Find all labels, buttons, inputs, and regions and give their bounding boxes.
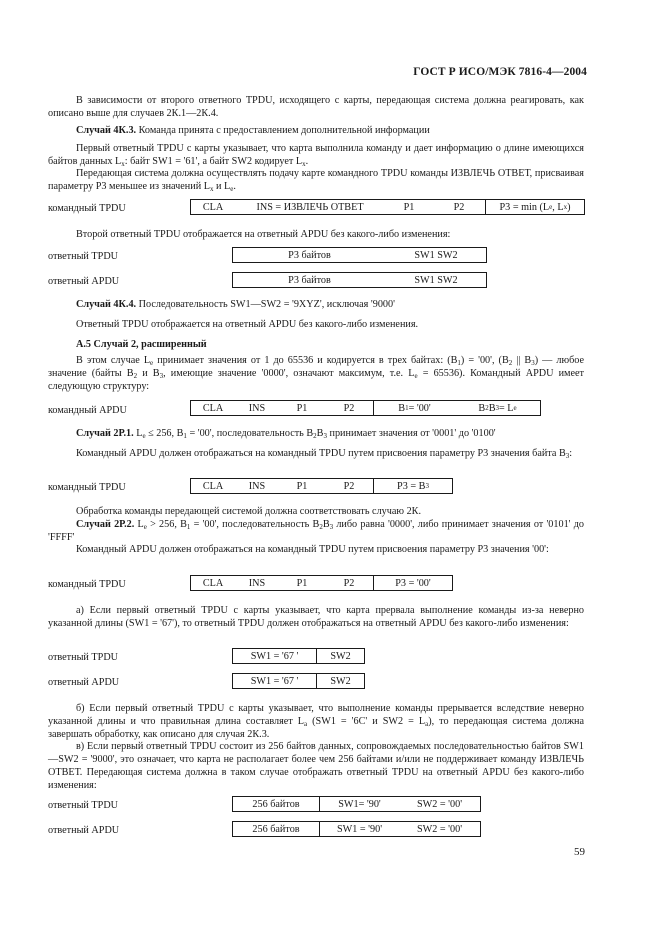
table2-label-tpdu: ответный TPDU	[48, 251, 119, 262]
text-run: ) = '00', (B	[460, 355, 509, 366]
paragraph-get-response	[48, 167, 584, 193]
paragraph-2p1-processing: Обработка команды передающей системой должна соответствовать случаю 2К.	[76, 506, 421, 517]
subscript: e	[414, 372, 418, 380]
paragraph-4k4: Ответный TPDU отображается на ответный APDU без какого-либо изменения.	[76, 319, 419, 330]
text-run: = L	[498, 402, 514, 414]
case-4k4-heading	[48, 298, 584, 311]
subscript: 2	[313, 432, 317, 440]
table2-label-apdu: ответный APDU	[48, 276, 120, 287]
subscript: 2	[508, 359, 513, 367]
text-run: = '00'	[408, 402, 431, 414]
table4-label: командный TPDU	[48, 482, 126, 493]
text-run: = 65536). Командный APDU имеет следующую структуру:	[48, 368, 584, 392]
text-run: Первый ответный TPDU с карты указывает, что карта выполнила команду и дает информацию о длине имеющихся байтов данных L	[48, 143, 584, 167]
subscript: e	[150, 359, 154, 367]
text-run: > 256, B	[146, 519, 187, 530]
data-cell: Р3 байтов	[288, 249, 331, 261]
text-run: и L	[213, 181, 231, 192]
text-run: L	[134, 519, 144, 530]
ins-cell: INS	[248, 577, 266, 589]
text-run: P3 = min (L	[499, 201, 550, 213]
ins-cell: INS	[248, 480, 266, 492]
table1-label: командный TPDU	[48, 203, 126, 214]
paragraph-first-response	[48, 142, 584, 168]
case-2p2-title: Случай 2Р.2.	[76, 519, 135, 530]
text-run: б) Если первый ответный TPDU с карты указывает, что выполнение команды прерывается вследствие неверно указанной длины и что правильная длина составляет L	[48, 703, 584, 727]
paragraph-2p1-mapping	[48, 447, 584, 460]
subscript: x	[302, 160, 306, 168]
text-run: принимает значения от 1 до 65536 и кодируется в трех байтах: (B	[153, 355, 458, 366]
text-run: , L	[552, 201, 564, 213]
paragraph-case-b	[48, 702, 584, 741]
subscript: e	[143, 523, 147, 531]
cla-cell: CLA	[202, 480, 224, 492]
sw-cell: SW1 SW2	[414, 249, 458, 261]
cla-cell: CLA	[202, 577, 224, 589]
subscript: 3	[323, 432, 327, 440]
data-cell: Р3 байтов	[288, 274, 331, 286]
table6-label-tpdu: ответный TPDU	[48, 652, 119, 663]
subscript: 3	[531, 359, 535, 367]
subscript: 2	[319, 523, 323, 531]
text-run: ≤ 256, B	[145, 428, 184, 439]
text-run: .	[233, 181, 236, 192]
text-run: Командный APDU должен отображаться на командный TPDU путем присвоения параметру Р3 значения байта B	[76, 448, 566, 459]
text-run: )	[567, 201, 571, 213]
sw1-cell: SW1= '90'	[319, 797, 399, 811]
subscript: 2	[133, 372, 138, 380]
text-run: и B	[137, 368, 160, 379]
text-run: либо равна '0000', либо принимает значения от '0101' до 'FFFF'	[48, 519, 584, 543]
p3-cell: P3 = B 3	[373, 479, 452, 493]
response-tpdu-table-a	[232, 648, 365, 664]
p3-cell: P3 = '00'	[373, 576, 452, 590]
text-run: || B	[512, 355, 532, 366]
case-4k3-heading	[48, 124, 584, 137]
command-apdu-table	[190, 400, 541, 416]
data-cell: 256 байтов	[252, 798, 300, 810]
sw1-cell: SW1 = '67 '	[250, 675, 299, 687]
paragraph-2p2-mapping: Командный APDU должен отображаться на командный TPDU путем присвоения параметру Р3 значения '00':	[76, 544, 549, 555]
ins-cell: INS	[248, 402, 266, 414]
sw2-cell: SW2 = '00'	[416, 823, 463, 835]
text-run: B	[398, 402, 406, 414]
data-cell: 256 байтов	[252, 823, 300, 835]
p2-cell: P2	[343, 480, 355, 492]
sw-cell: SW1 SW2	[414, 274, 458, 286]
text-run: B	[316, 428, 324, 439]
cla-cell: CLA	[202, 201, 224, 213]
response-tpdu-table-c	[232, 796, 481, 812]
subscript: e	[230, 185, 234, 193]
text-run: Передающая система должна осуществлять подачу карте командного TPDU команды ИЗВЛЕЧЬ ОТВЕТ, присваивая параметру Р3 меньшее из значений L	[48, 168, 584, 192]
table5-label: командный TPDU	[48, 579, 126, 590]
b2b3-cell: B 2 B 3 = L e	[478, 402, 517, 414]
case-2p1-title: Случай 2Р.1.	[76, 428, 134, 439]
paragraph-case-a: а) Если первый ответный TPDU с карты указывает, что карта прервала выполнение команды из-за неверно указанной длины (SW1 = '67'), то ответный TPDU должен отображаться на ответный APDU без какого-либо изменения:	[48, 605, 584, 629]
text-run: принимает значения от '0001' до '0100'	[326, 428, 496, 439]
text-run: = '00', последовательность B	[190, 519, 320, 530]
text-run: : байт SW1 = '61', а байт SW2 кодирует L	[124, 156, 303, 167]
text-run: P3 = B	[397, 480, 426, 492]
cla-cell: CLA	[202, 402, 224, 414]
sw2-cell: SW2 = '00'	[416, 798, 463, 810]
b1-cell: B 1 = '00'	[373, 401, 455, 415]
table6-label-apdu: ответный APDU	[48, 677, 120, 688]
command-tpdu-table	[190, 199, 585, 215]
case-2p2-heading	[48, 518, 584, 544]
text-run: (SW1 = '6C' и SW2 = L	[307, 716, 426, 727]
sw2-cell: SW2	[316, 649, 364, 663]
paragraph-second-response: Второй ответный TPDU отображается на ответный APDU без какого-либо изменения:	[76, 229, 451, 240]
document-header: ГОСТ Р ИСО/МЭК 7816-4—2004	[413, 66, 587, 78]
section-a5-heading: А.5 Случай 2, расширенный	[76, 339, 207, 350]
subscript: 3	[159, 372, 164, 380]
p2-cell: P2	[343, 402, 355, 414]
response-apdu-table	[232, 272, 487, 288]
p2-cell: P2	[343, 577, 355, 589]
p1-cell: P1	[296, 402, 308, 414]
text-run: .	[305, 156, 309, 167]
text-run: , имеющие значение '0000', означают максимум, т.е. L	[163, 368, 415, 379]
response-apdu-table-a	[232, 673, 365, 689]
subscript: 1	[183, 432, 187, 440]
subscript: e	[142, 432, 146, 440]
text-run: B	[322, 519, 330, 530]
text-run: ), то передающая система должна завершать обработку, как описано для случая 2К.3.	[48, 716, 585, 740]
command-tpdu-table-2p2	[190, 575, 453, 591]
ins-cell: INS = ИЗВЛЕЧЬ ОТВЕТ	[256, 201, 364, 213]
subscript: 3	[329, 523, 334, 531]
subscript: a	[425, 720, 429, 728]
table7-label-tpdu: ответный TPDU	[48, 800, 119, 811]
text-run: ) — любое значение (байты B	[48, 355, 585, 379]
p3-cell: P3 = min (L e , L x )	[485, 200, 584, 214]
p1-cell: P1	[296, 577, 308, 589]
case-4k3-title: Случай 4К.3.	[76, 125, 137, 136]
text-run: B	[488, 402, 496, 414]
case-4k4-text: Последовательность SW1—SW2 = '9XYZ', исключая '9000'	[136, 299, 395, 310]
case-2p1-heading	[48, 427, 584, 440]
paragraph-intro: В зависимости от второго ответного TPDU, исходящего с карты, передающая система должна реагировать, как описано выше для случаев 2К.1—2К.4.	[48, 95, 584, 119]
response-tpdu-table	[232, 247, 487, 263]
p1-cell: P1	[403, 201, 415, 213]
sw2-cell: SW2	[316, 674, 364, 688]
paragraph-case-c: в) Если первый ответный TPDU состоит из 256 байтов данных, сопровождаемых последовательностью байтов SW1—SW2 = '9000', это означает, что карта не располагает более чем 256 байтами и/или не поддерживает команду ИЗВЛЕЧЬ ОТВЕТ. Передающая система должна в таком случае отображать ответный TPDU на ответный APDU без какого-либо изменения:	[48, 741, 584, 791]
table3-label: командный APDU	[48, 405, 127, 416]
subscript: x	[209, 185, 214, 193]
p2-cell: P2	[453, 201, 465, 213]
sw1-cell: SW1 = '90'	[319, 822, 399, 836]
text-run: :	[569, 448, 573, 459]
case-4k4-title: Случай 4К.4.	[76, 299, 137, 310]
text-run: = '00', последовательность B	[186, 428, 314, 439]
text-run: В этом случае L	[76, 355, 151, 366]
table7-label-apdu: ответный APDU	[48, 825, 120, 836]
text-run: B	[478, 402, 486, 414]
subscript: 1	[186, 523, 191, 531]
response-apdu-table-c	[232, 821, 481, 837]
command-tpdu-table-2p1	[190, 478, 453, 494]
text-run: L	[133, 428, 143, 439]
case-4k3-text: Команда принята с предоставлением дополнительной информации	[136, 125, 430, 136]
subscript: a	[304, 720, 308, 728]
p1-cell: P1	[296, 480, 308, 492]
paragraph-case2-ext	[48, 354, 584, 393]
sw1-cell: SW1 = '67 '	[250, 650, 299, 662]
subscript: x	[121, 160, 125, 168]
page-number: 59	[574, 846, 585, 858]
subscript: 3	[565, 452, 570, 460]
subscript: 1	[457, 359, 461, 367]
